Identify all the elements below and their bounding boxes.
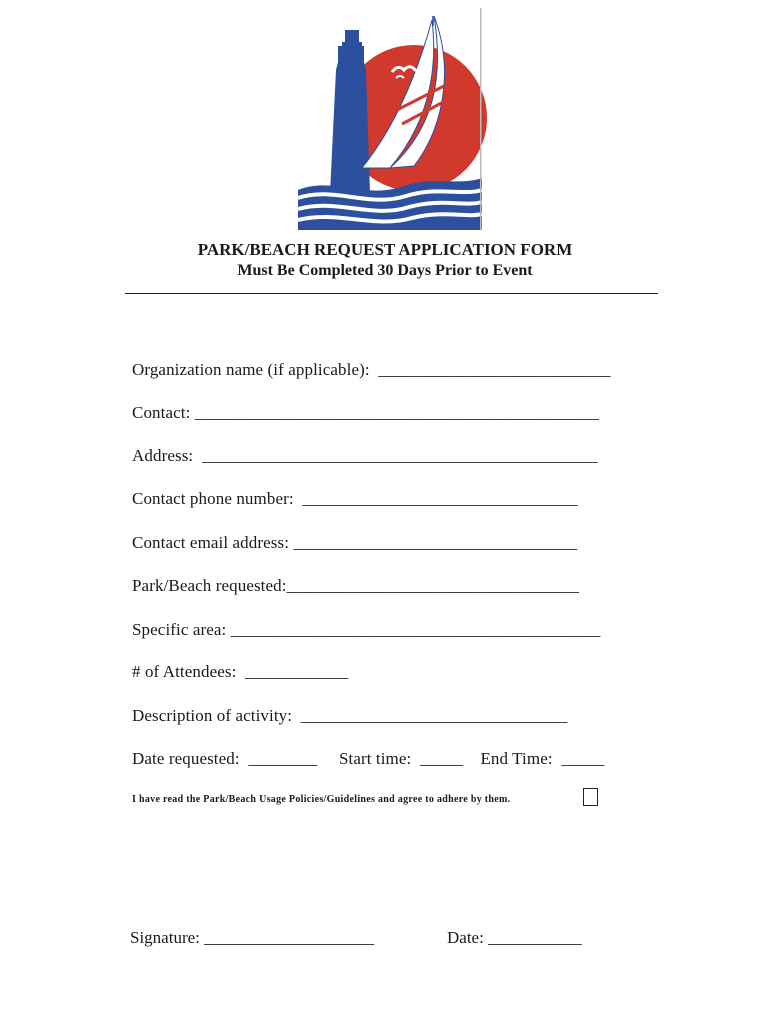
- park-beach-requested-field[interactable]: Park/Beach requested:__________________________________: [132, 576, 579, 595]
- address-field[interactable]: Address: ______________________________________________: [132, 446, 598, 465]
- specific-area-field[interactable]: Specific area: ___________________________________________: [132, 620, 601, 639]
- contact-email-field[interactable]: Contact email address: _________________________________: [132, 533, 578, 552]
- agreement-statement: I have read the Park/Beach Usage Policies/Guidelines and agree to adhere by them.: [132, 794, 511, 805]
- organization-name-field[interactable]: Organization name (if applicable): ___________________________: [132, 360, 611, 379]
- attendees-field[interactable]: # of Attendees: ____________: [132, 662, 349, 681]
- city-logo: [294, 8, 490, 230]
- title-divider: [125, 293, 658, 294]
- date-time-field[interactable]: Date requested: ________ Start time: _____ End Time: _____: [132, 749, 605, 768]
- date-field[interactable]: Date: ___________: [447, 928, 582, 947]
- form-subtitle: Must Be Completed 30 Days Prior to Event: [237, 262, 533, 279]
- agreement-checkbox[interactable]: [583, 788, 598, 806]
- signature-field[interactable]: Signature: ____________________: [130, 928, 375, 947]
- activity-description-field[interactable]: Description of activity: _______________________________: [132, 706, 568, 725]
- form-title: PARK/BEACH REQUEST APPLICATION FORM: [197, 240, 573, 259]
- contact-phone-field[interactable]: Contact phone number: ________________________________: [132, 489, 578, 508]
- lighthouse-sailboat-logo-icon: [294, 8, 490, 230]
- contact-field[interactable]: Contact: _______________________________________________: [132, 403, 599, 422]
